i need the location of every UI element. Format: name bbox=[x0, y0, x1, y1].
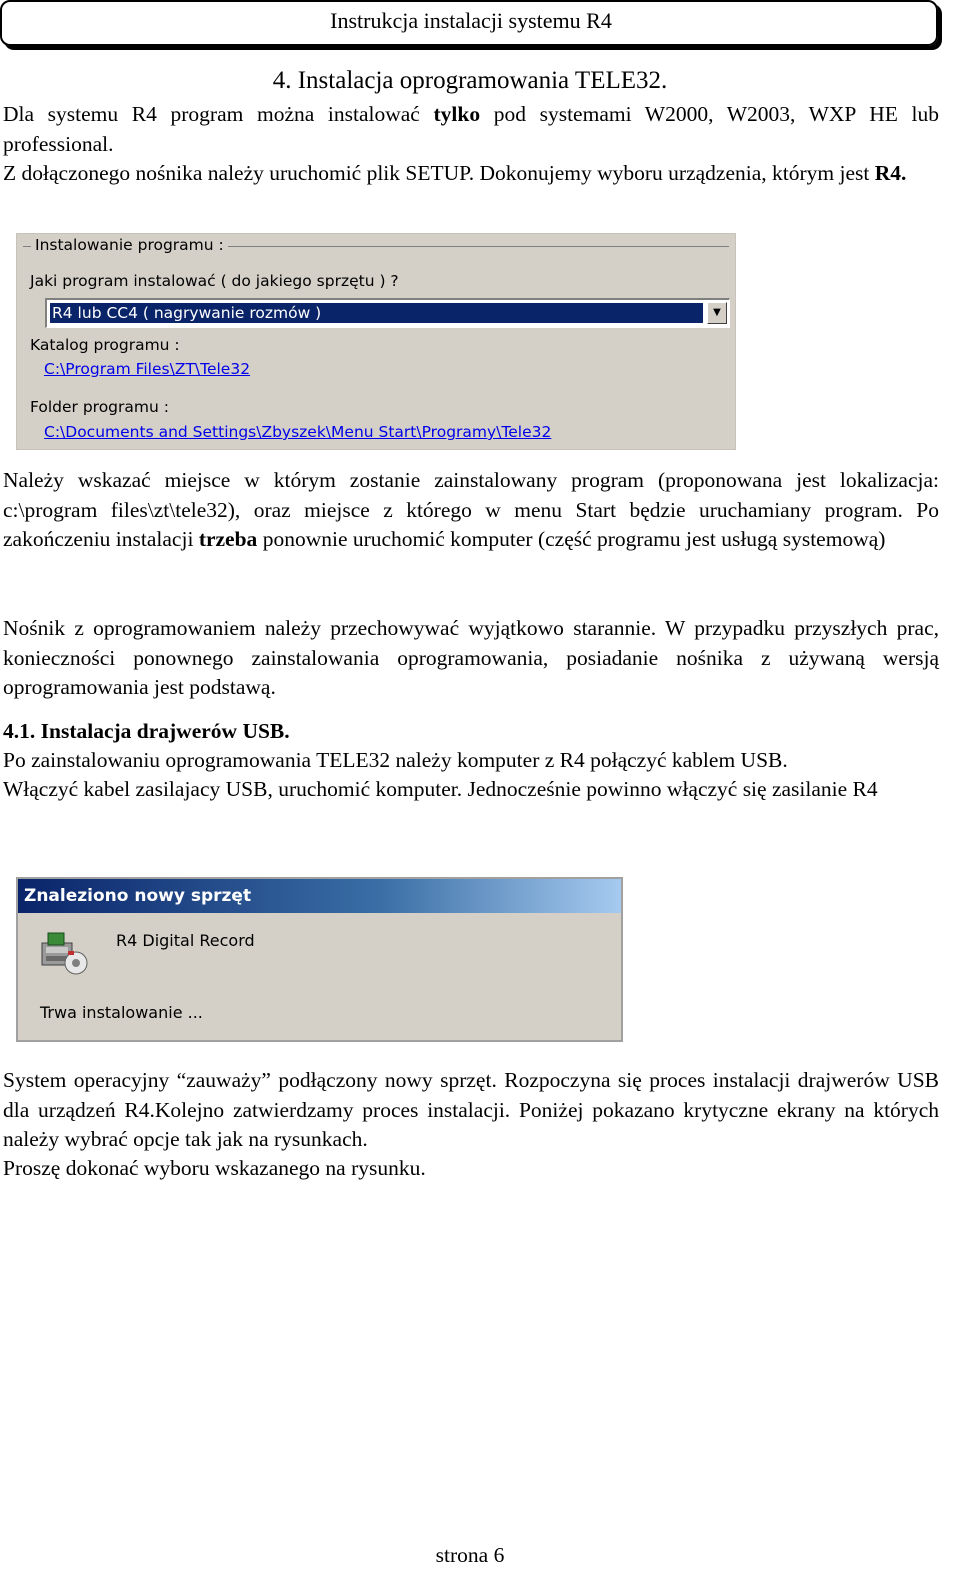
outro-paragraph-6: System operacyjny “zauważy” podłączony nowy sprzęt. Rozpoczyna się proces instalacji drajwerów USB dla urządzeń R4.Kolejno zatwierdzamy proces instalacji. Poniżej pokazano krytyczne ekrany na których należy wybrać opcje tak jak na rysunkach. bbox=[3, 1068, 939, 1151]
body-paragraph-5-line-1: Po zainstalowaniu oprogramowania TELE32 należy komputer z R4 połączyć kablem USB. bbox=[3, 748, 788, 772]
outro-paragraph-7: Proszę dokonać wyboru wskazanego na rysunku. bbox=[3, 1156, 426, 1180]
program-select[interactable] bbox=[45, 298, 730, 328]
catalog-label: Katalog programu : bbox=[30, 336, 180, 354]
page-header bbox=[0, 0, 938, 46]
chevron-down-icon[interactable]: ▼ bbox=[707, 302, 727, 324]
emphasis-r4: R4. bbox=[874, 161, 907, 185]
section-title: 4. Instalacja oprogramowania TELE32. bbox=[272, 67, 668, 94]
dialog-title: Znaleziono nowy sprzęt bbox=[18, 879, 621, 913]
emphasis-tylko: tylko bbox=[433, 102, 481, 126]
hardware-installer-icon bbox=[38, 929, 90, 977]
catalog-path-link[interactable]: C:\Program Files\ZT\Tele32 bbox=[44, 360, 251, 378]
program-select-value: R4 lub CC4 ( nagrywanie rozmów ) bbox=[50, 303, 703, 323]
intro-paragraph-1: Dla systemu R4 program można instalować tylko pod systemami W2000, W2003, WXP HE lub professional. bbox=[3, 102, 939, 156]
emphasis-trzeba: trzeba bbox=[198, 527, 258, 551]
subsection-title: 4.1. Instalacja drajwerów USB. bbox=[3, 719, 290, 743]
install-status: Trwa instalowanie ... bbox=[40, 1003, 203, 1022]
new-hardware-dialog-screenshot bbox=[16, 877, 623, 1042]
folder-label: Folder programu : bbox=[30, 398, 169, 416]
body-paragraph-3: Należy wskazać miejsce w którym zostanie zainstalowany program (proponowana jest lokalizacja: c:\program files\zt\tele32), oraz miejsce z którego w menu Start będzie uruchamiany program. Po zakończeniu instalacji trzeba ponownie uruchomić komputer (część programu jest usługą systemową) bbox=[3, 468, 939, 551]
header-title: Instrukcja instalacji systemu R4 bbox=[330, 8, 612, 33]
install-dialog-screenshot bbox=[16, 233, 736, 450]
page-number: strona 6 bbox=[435, 1543, 505, 1567]
intro-paragraph-2: Z dołączonego nośnika należy uruchomić plik SETUP. Dokonujemy wyboru urządzenia, którym jest R4. bbox=[3, 161, 907, 185]
device-name: R4 Digital Record bbox=[116, 931, 255, 950]
body-paragraph-5-line-2: Włączyć kabel zasilajacy USB, uruchomić komputer. Jednocześnie powinno włączyć się zasilanie R4 bbox=[3, 777, 878, 801]
body-paragraph-4: Nośnik z oprogramowaniem należy przechowywać wyjątkowo starannie. W przypadku przyszłych prac, konieczności ponownego zainstalowania oprogramowania, posiadanie nośnika z używaną wersją oprogramowania jest podstawą. bbox=[3, 616, 939, 699]
program-question-label: Jaki program instalować ( do jakiego sprzętu ) ? bbox=[30, 272, 399, 290]
folder-path-link[interactable]: C:\Documents and Settings\Zbyszek\Menu Start\Programy\Tele32 bbox=[44, 423, 552, 441]
group-label: Instalowanie programu : bbox=[31, 236, 228, 254]
